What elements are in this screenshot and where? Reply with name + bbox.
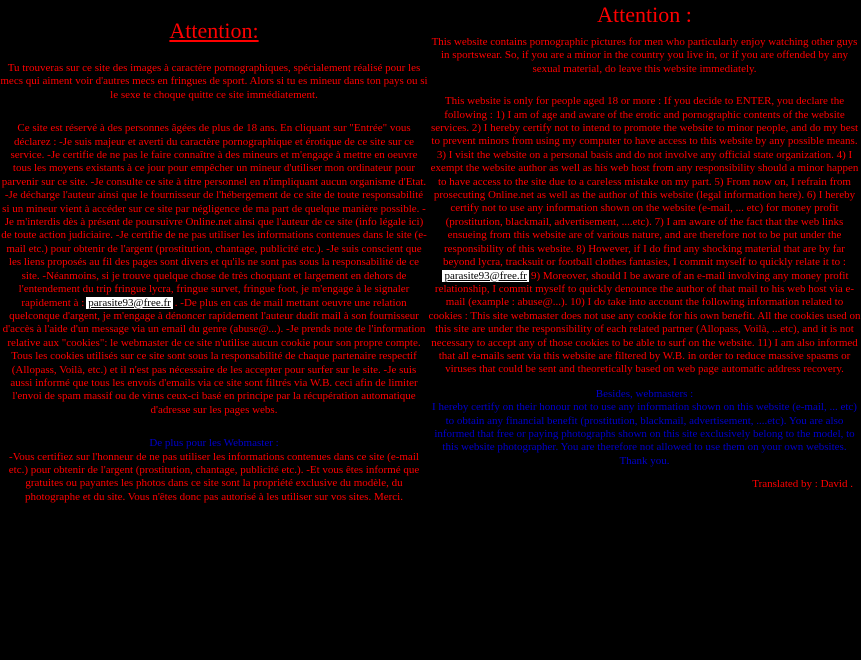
french-intro: Tu trouveras sur ce site des images à caractère pornographiques, spécialement réalisé pour les mecs qui aiment voir d'autres mecs en fringues de sport. Alors si tu es mineur dans ton pays ou si le sexe te choque quitte ce site immédiatement.	[0, 62, 428, 101]
french-email-link[interactable]: parasite93@free.fr	[88, 296, 171, 309]
french-disclaimer-text-1: Ce site est réservé à des personnes âgées de plus de 18 ans. En cliquant sur "Entrée" vous déclarez : -Je suis majeur et averti du caractère pornographique et érotique de ce site sur ce service. -Je certifie de ne pas le faire connaître à des mineurs et m'engage à mettre en oeuvre tous les moyens existants à ce jour pour empêcher un mineur d'utiliser mon ordinateur pour parvenir sur ce site. -Je consulte ce site à titre personnel en n'impliquant aucun organisme d'Etat. -Je décharge l'auteur ainsi que le fournisseur de l'hébergement de ce site de toute responsabilité si un mineur vient à accéder sur ce site par négligence de ma part de quelque manière possible. -Je m'interdis dès à présent de poursuivre Online.net ainsi que l'auteur de ce site (info légale ici) de toute action judiciaire. -Je certifie de ne pas utiliser les informations contenues dans le site (e-mail etc.) pour obtenir de l'argent (prostitution, chantage, publicité etc.). -Je suis conscient que les liens proposés au fil des pages sont divers et qu'ils ne sont pas sous la responsabilité de ce site. -Néanmoins, si je trouve quelque chose de très choquant et largement en dehors de l'entendement du trip fringue lycra, fringue survet, fringue foot, je m'engage à le signaler rapidement à :	[1, 122, 427, 309]
english-webmaster-text: I hereby certify on their honour not to use any information shown on this website (e-mail, ... etc) to obtain any financial benefit (prostitution, blackmail, advertisement, ....etc). You are also informed that free or paying photographs shown on this site exclusively belong to the model, to this website photographer. You are therefore not allowed to use them on your own websites. Thank you.	[432, 401, 857, 467]
english-intro: This website contains pornographic pictures for men who particularly enjoy watching other guys in sportswear. So, if you are a minor in the country you live in, or if you are offended by any sexual material, do leave this website immediately.	[431, 36, 858, 75]
french-webmaster-heading: De plus pour les Webmaster :	[149, 437, 279, 450]
english-disclaimer	[428, 95, 861, 377]
translated-by-credit: Translated by : David .	[752, 478, 853, 491]
english-email-link[interactable]: parasite93@free.fr	[444, 269, 527, 282]
french-webmaster-text: -Vous certifiez sur l'honneur de ne pas utiliser les informations contenues dans ce site (e-mail etc.) pour obtenir de l'argent (prostitution, chantage, publicité etc.). -Et vous êtes informé que gratuites ou payantes les photos dans ce site sont la propriété exclusive du modèle, du photographe et du site. Vous n'êtes donc pas autorisé à les utiliser sur vos sites. Merci.	[8, 450, 420, 503]
english-title: Attention :	[597, 2, 692, 27]
french-disclaimer-text-2: . -De plus en cas de mail mettant oeuvre une relation quelconque d'argent, je m'engage à dénoncer rapidement l'auteur dudit mail à son fournisseur d'accès à l'aide d'un message via un email du genre (abuse@...). -Je prends note de l'information relative aux "cookies": le webmaster de ce site n'utilise aucun cookie pour son propre compte. Tous les cookies utilisés sur ce site sont sous la responsabilité de chaque partenaire respectif (Allopass, Voilà, etc.) et il n'est pas nécessaire de les accepter pour surfer sur le site. -Je suis aussi informé que tous les envois d'emails via ce site sont filtrés via W.B. ceci afin de limiter l'envoi de spam massif ou de virus ceux-ci basé en principe par la récupération automatique d'adresse sur les pages webs.	[2, 296, 426, 416]
english-webmaster-heading: Besides, webmasters :	[595, 387, 694, 400]
french-column	[0, 0, 428, 504]
french-title: Attention:	[169, 18, 259, 43]
english-disclaimer-text-2: 9) Moreover, should I be aware of an e-mail involving any money profit relationship, I commit myself to quickly denounce the author of that mail to his web host via e-mail (example : abuse@...). 10) I do take into account the following information related to cookies : This site webmaster does not use any cookie for his own benefit. All the cookies used on this site are under the responsibility of each related partner (Allopass, Voilà, ...etc), and it is not necessary to accept any of those cookies to be able to surf on the website. 11) I am also informed that all e-mails sent via this website are filtered by W.B. in order to reduce massive spasms or viruses that could be sent and theoretically based on web page automatic address recovery.	[428, 269, 861, 376]
french-disclaimer	[0, 122, 428, 417]
english-column	[428, 0, 861, 492]
english-disclaimer-text-1: This website is only for people aged 18 or more : If you decide to ENTER, you declare the following : 1) I am of age and aware of the erotic and pornographic contents of the website services. 2) I hereby certify not to intend to promote the website to minor people, and do my best to prevent minors from using my computer to have access to this website by any possible means. 3) I visit the website on a personal basis and do not involve any official state organization. 4) I exempt the website author as well as his web host from any responsibility should a minor happen to have access to the site due to a careless mistake on my part. 5) From now on, I refrain from prosecuting Online.net as well as the author of this website (legal information here). 6) I hereby certify not to use any information shown on the website (e-mail, ... etc) for money profit (prostitution, blackmail, advertisement, ....etc). 7) I am aware of the fact that the web links ensueing from this website are of various nature, and are therefore not to be put under the responsibility of this website. 8) However, if I do find any shocking material that are by far beyond lycra, tracksuit or football clothes fantasies, I commit myself to quickly relate it to :	[430, 95, 859, 269]
